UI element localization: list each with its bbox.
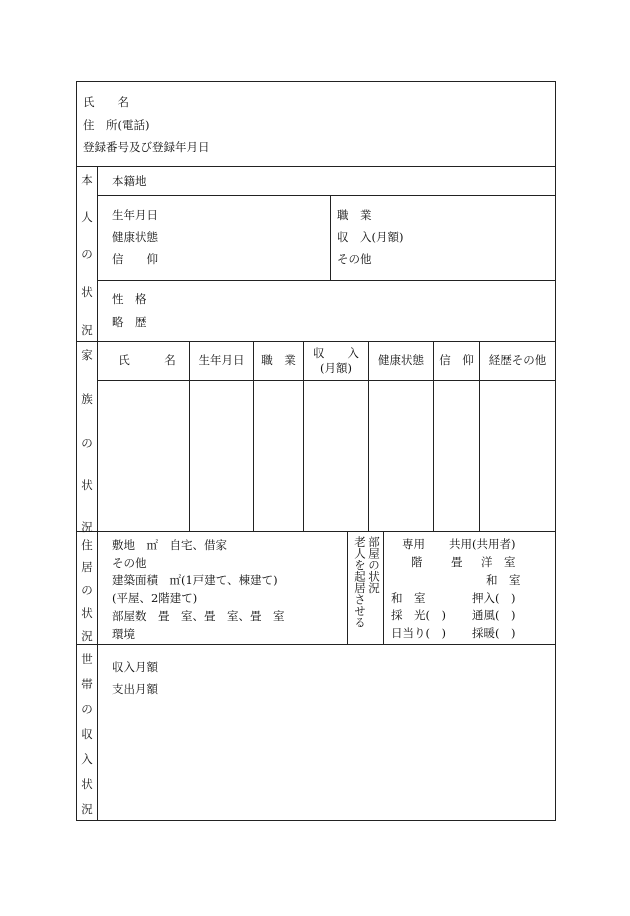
character-label: 性 格 [112, 292, 147, 306]
divider [189, 341, 190, 531]
family-col-birthdate: 生年月日 [198, 353, 245, 367]
divider [77, 644, 555, 645]
divider [77, 531, 555, 532]
divider [347, 531, 348, 644]
room-lighting: 採 光( ) [391, 608, 446, 622]
birthdate-label: 生年月日 [112, 208, 158, 222]
divider [383, 531, 384, 644]
divider [330, 195, 331, 280]
elder-room-caption-1: 部屋の状況 [367, 536, 381, 594]
family-col-name: 氏 名 [118, 353, 176, 367]
room-shared: 共用(共用者) [449, 537, 516, 551]
faith-label: 信 仰 [112, 252, 158, 266]
family-col-faith: 信 仰 [439, 353, 474, 367]
health-label: 健康状態 [112, 230, 158, 244]
residence-line: 環境 [112, 627, 135, 641]
elder-room-caption-2: 老人を起居させる [353, 536, 367, 628]
room-closet: 押入( ) [472, 591, 516, 605]
room-floor: 階 [411, 555, 423, 569]
registration-label: 登録番号及び登録年月日 [83, 140, 210, 154]
divider [97, 195, 555, 196]
divider [479, 341, 480, 531]
divider [368, 341, 369, 531]
residence-line: (平屋、2階建て) [112, 591, 198, 605]
divider [97, 380, 555, 381]
room-tatami: 畳 [451, 555, 463, 569]
divider [97, 166, 98, 821]
room-japanese-2: 和 室 [391, 591, 426, 605]
family-col-occupation: 職 業 [261, 353, 296, 367]
divider [77, 166, 555, 167]
residence-line: その他 [112, 556, 147, 570]
family-col-income: 収 入 [313, 346, 359, 360]
divider [77, 341, 555, 342]
income-monthly-label: 収入月額 [112, 660, 158, 674]
residence-line: 敷地 ㎡ 自宅、借家 [112, 538, 227, 552]
family-col-income-monthly: (月額) [320, 361, 352, 375]
divider [433, 341, 434, 531]
room-sunlight: 日当り( ) [391, 626, 446, 640]
income-label: 収 入(月額) [337, 230, 404, 244]
residence-line: 部屋数 畳 室、畳 室、畳 室 [112, 609, 285, 623]
divider [97, 280, 555, 281]
history-label: 略 歴 [112, 315, 147, 329]
room-ventilation: 通風( ) [472, 608, 516, 622]
name-label: 氏 名 [83, 95, 129, 109]
family-col-health: 健康状態 [378, 353, 424, 367]
room-heating: 採暖( ) [472, 626, 516, 640]
occupation-label: 職 業 [337, 208, 372, 222]
other-label: その他 [337, 252, 372, 266]
room-japanese: 和 室 [486, 573, 521, 587]
room-exclusive: 専用 [402, 537, 425, 551]
expense-monthly-label: 支出月額 [112, 682, 158, 696]
divider [253, 341, 254, 531]
family-col-history: 経歴その他 [488, 353, 547, 367]
residence-line: 建築面積 ㎡(1戸建て、棟建て) [112, 573, 278, 587]
address-label: 住 所(電話) [83, 118, 150, 132]
domicile-label: 本籍地 [112, 174, 147, 188]
room-western: 洋 室 [481, 555, 516, 569]
welfare-registration-form: 氏 名 住 所(電話) 登録番号及び登録年月日 本 人 の 状 況 本籍地 生年月日 健康状態 信 仰 職 業 収 入(月額) その他 性 格 略 歴 家 族 の 状 況 氏 名 生年月日 職 業 収 入 (月額) 健康状態 信 仰 経歴その他 住 居 の 状 況 敷地 ㎡ 自宅、借家 その他 建築面積 ㎡(1戸建て、棟建て) (平屋、2階建て) 部屋数 畳 室、畳 室、畳 室 環境 部屋の状況 老人を起居させる 専用 共用(共用者) 階 畳 洋 室 和 室 和 室 押入( ) 採 光( ) 通風( ) 日当り( ) 採暖( ) 世 帯 の 収 入 状 況 収入月額 支出月額 [76, 81, 556, 821]
